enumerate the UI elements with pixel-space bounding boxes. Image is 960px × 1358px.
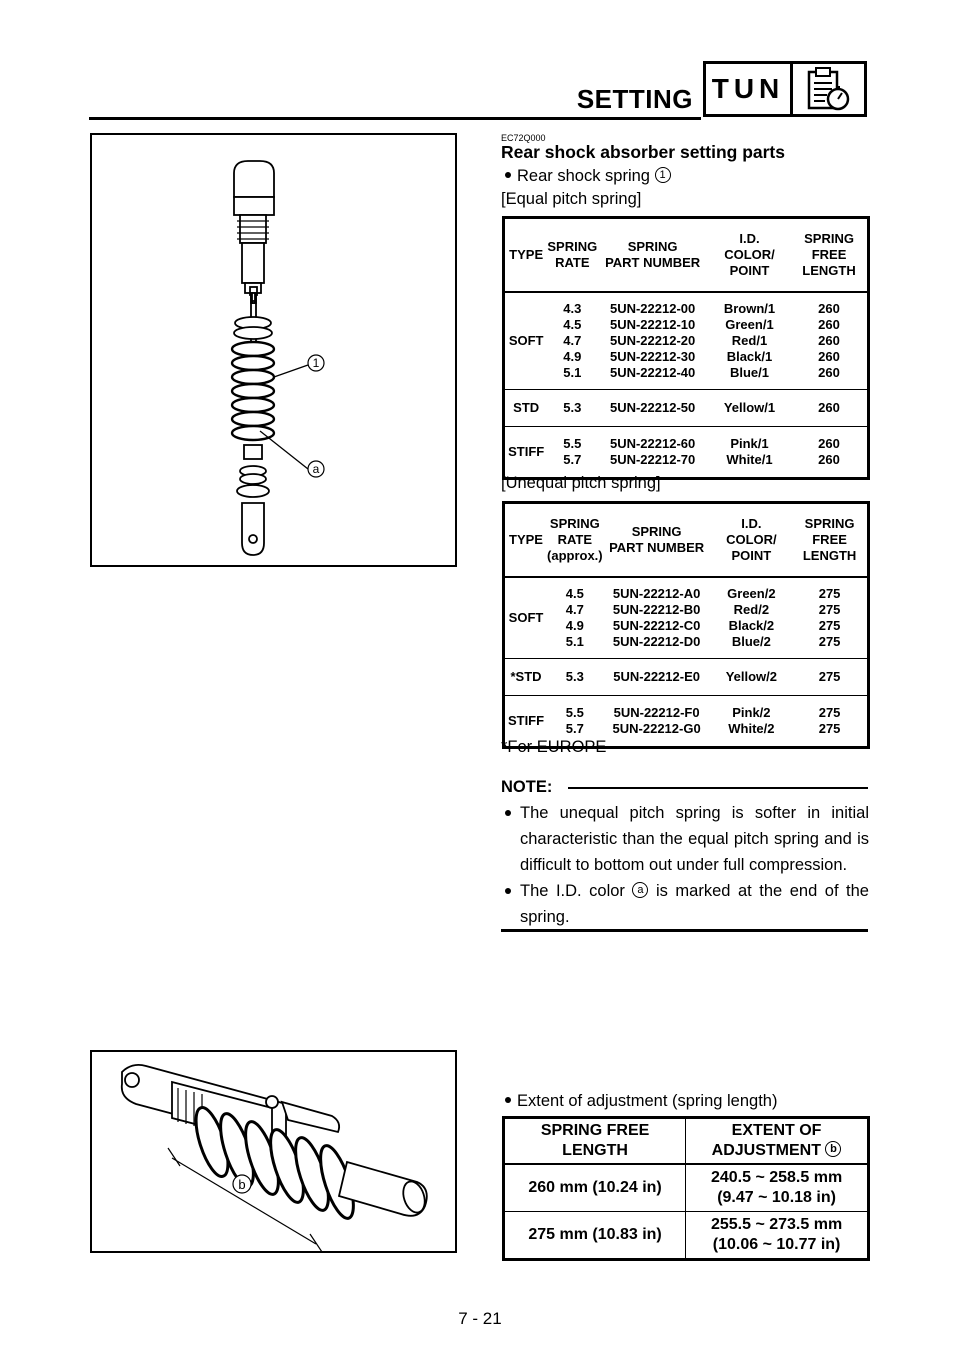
svg-text:b: b — [238, 1177, 246, 1192]
equal-pitch-spring-table — [502, 216, 870, 480]
note-label: NOTE: — [501, 778, 553, 796]
callout-b — [233, 1175, 251, 1193]
bullet-icon — [505, 172, 511, 178]
equal-pitch-label: [Equal pitch spring] — [501, 190, 642, 208]
header-rule — [89, 117, 701, 120]
header-color: I.D. COLOR/ POINT — [708, 218, 791, 293]
header-color: I.D. COLOR/ POINT — [711, 503, 793, 578]
callout-ref-b: b — [825, 1141, 841, 1157]
section-code: EC72Q000 — [501, 133, 546, 143]
table-row: 275 mm (10.83 in) 255.5 ~ 273.5 mm (10.06 ~ 10.77 in) — [504, 1212, 869, 1260]
header-type: TYPE — [504, 503, 548, 578]
bullet-icon — [505, 1097, 511, 1103]
table-row: SOFT 4.3 4.5 4.7 4.9 5.1 5UN-22212-00 5UN-22212-10 5UN-22212-20 5UN-22212-30 5UN-22212-40 Brown/1 Green/1 Red/1 Black/1 Blue/1 260 260 260 260 260 — [504, 292, 869, 390]
table-row: STIFF 5.5 5.7 5UN-22212-60 5UN-22212-70 Pink/1 White/1 260 260 — [508, 436, 840, 467]
unequal-pitch-spring-table — [502, 501, 870, 749]
header-type: TYPE — [504, 218, 548, 293]
note-item: The I.D. color a is marked at the end of the spring. — [505, 878, 869, 930]
bullet-rear-shock-spring: Rear shock spring 1 — [505, 167, 671, 186]
table-row: STD 5.3 5UN-22212-50 Yellow/1 260 — [504, 390, 869, 427]
table-row: SOFT 4.5 4.7 4.9 5.1 5UN-22212-A0 5UN-22212-B0 5UN-22212-C0 5UN-22212-D0 Green/2 Red/2 Black/2 Blue/2 275 275 275 275 — [504, 577, 869, 659]
header-rate: SPRING RATE — [547, 218, 597, 293]
note-end-rule — [501, 929, 868, 932]
shock-assembled-figure — [90, 1050, 457, 1253]
note-item: The unequal pitch spring is softer in initial characteristic than the equal pitch spring and is difficult to bottom out under full compression. — [505, 800, 869, 878]
callout-1 — [308, 355, 324, 371]
page-title: SETTING — [576, 84, 693, 114]
callout-ref-1: 1 — [655, 167, 671, 183]
bullet-extent-of-adjustment: Extent of adjustment (spring length) — [505, 1092, 777, 1111]
svg-text:1: 1 — [312, 356, 320, 370]
table-row: 260 mm (10.24 in) 240.5 ~ 258.5 mm (9.47 ~ 10.18 in) — [504, 1164, 869, 1212]
table-row: *STD 5.3 5UN-22212-E0 Yellow/2 275 — [504, 659, 869, 696]
callout-a — [308, 461, 324, 477]
header-part: SPRING PART NUMBER — [603, 503, 711, 578]
shock-exploded-figure — [90, 133, 457, 567]
adjustment-table — [502, 1116, 870, 1261]
page-number: 7 - 21 — [458, 1309, 502, 1328]
header-length: SPRING FREE LENGTH — [792, 503, 868, 578]
header-extent: EXTENT OF ADJUSTMENT b — [686, 1118, 869, 1165]
table-row: STIFF 5.5 5.7 5UN-22212-F0 5UN-22212-G0 Pink/2 White/2 275 275 — [507, 705, 841, 736]
note-rule — [568, 787, 868, 789]
header-length: SPRING FREE LENGTH — [791, 218, 868, 293]
bullet-icon — [505, 888, 511, 894]
header-rate: SPRING RATE (approx.) — [547, 503, 603, 578]
footnote: *For EUROPE — [501, 738, 607, 756]
unequal-pitch-label: [Unequal pitch spring] — [501, 474, 661, 492]
section-title: Rear shock absorber setting parts — [501, 142, 785, 162]
clipboard-stopwatch-icon — [793, 61, 867, 117]
svg-text:a: a — [312, 462, 320, 476]
header-part: SPRING PART NUMBER — [597, 218, 708, 293]
bullet-icon — [505, 810, 511, 816]
callout-ref-a: a — [632, 882, 648, 898]
header-free-length: SPRING FREE LENGTH — [504, 1118, 686, 1165]
section-tab: TUN — [703, 61, 793, 117]
